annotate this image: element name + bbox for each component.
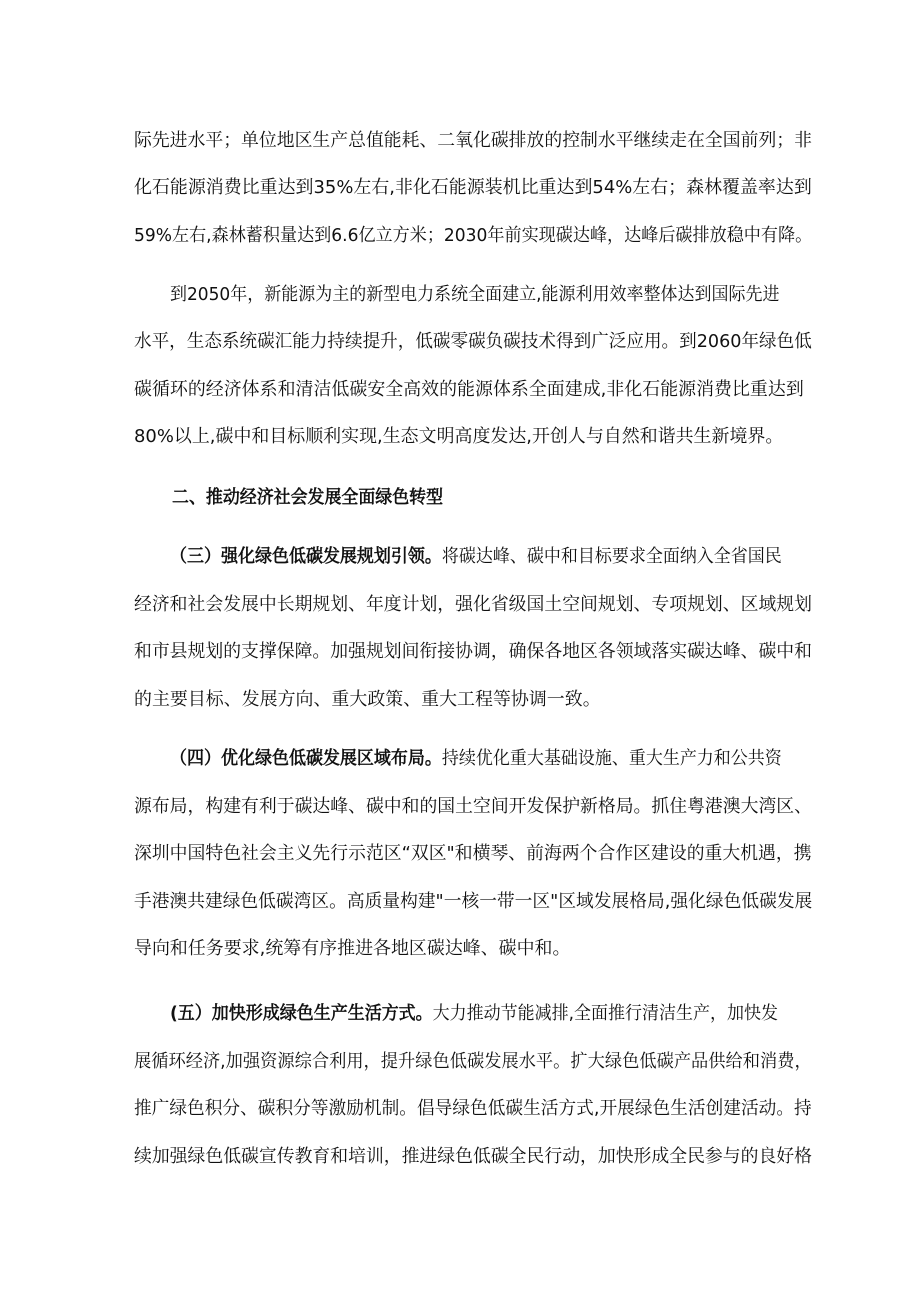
item-5-line-4: 续加强绿色低碳宣传教育和培训，推进绿色低碳全民行动，加快形成全民参与的良好格 [134, 1146, 812, 1167]
item-5-title: (五）加快形成绿色生产生活方式。 [170, 1003, 433, 1024]
item-5-line-1 [170, 1002, 812, 1026]
paragraph-1-line-3: 59%左右,森林蓄积量达到6.6亿立方米；2030年前实现碳达峰，达峰后碳排放稳中有降。 [134, 225, 813, 246]
item-3-title: （三）强化绿色低碳发展规划引领。 [170, 546, 442, 567]
item-3-line-3: 和市县规划的支撑保障。加强规划间衔接协调，确保各地区各领域落实碳达峰、碳中和 [134, 641, 812, 662]
paragraph-2-line-3: 碳循环的经济体系和清洁低碳安全高效的能源体系全面建成,非化石能源消费比重达到 [134, 379, 804, 400]
item-4-line-3: 深圳中国特色社会主义先行示范区“双区"和横琴、前海两个合作区建设的重大机遇，携 [134, 843, 812, 864]
paragraph-1-line-2: 化石能源消费比重达到35%左右,非化石能源装机比重达到54%左右；森林覆盖率达到 [134, 177, 812, 198]
item-5-first-text: 大力推动节能减排,全面推行清洁生产，加快发 [432, 1003, 778, 1024]
paragraph-2-line-1: 到2050年，新能源为主的新型电力系统全面建立,能源利用效率整体达到国际先进 [170, 284, 780, 305]
item-3-line-4: 的主要目标、发展方向、重大政策、重大工程等协调一致。 [134, 689, 601, 710]
item-3-line-1 [170, 545, 812, 569]
item-4-line-2: 源布局，构建有利于碳达峰、碳中和的国土空间开发保护新格局。抓住粤港澳大湾区、 [134, 796, 812, 817]
section-heading: 二、推动经济社会发展全面绿色转型 [172, 487, 444, 508]
item-5-line-3: 推广绿色积分、碳积分等激励机制。倡导绿色低碳生活方式,开展绿色生活创建活动。持 [134, 1098, 812, 1119]
paragraph-1-line-1: 际先进水平；单位地区生产总值能耗、二氧化碳排放的控制水平继续走在全国前列；非 [134, 130, 812, 151]
item-3-line-2: 经济和社会发展中长期规划、年度计划，强化省级国土空间规划、专项规划、区域规划 [134, 594, 812, 615]
item-5-line-2: 展循环经济,加强资源综合利用，提升绿色低碳发展水平。扩大绿色低碳产品供给和消费， [134, 1051, 812, 1072]
paragraph-2-line-4: 80%以上,碳中和目标顺利实现,生态文明高度发达,开创人与自然和谐共生新境界。 [134, 426, 784, 447]
item-4-line-4: 手港澳共建绿色低碳湾区。高质量构建"一核一带一区"区域发展格局,强化绿色低碳发展 [134, 891, 813, 912]
item-4-title: （四）优化绿色低碳发展区域布局。 [170, 748, 442, 769]
item-4-line-5: 导向和任务要求,统筹有序推进各地区碳达峰、碳中和。 [134, 938, 571, 959]
item-4-first-text: 持续优化重大基础设施、重大生产力和公共资 [441, 748, 782, 769]
item-3-first-text: 将碳达峰、碳中和目标要求全面纳入全省国民 [441, 546, 782, 567]
item-4-line-1 [170, 747, 812, 771]
paragraph-2-line-2: 水平，生态系统碳汇能力持续提升，低碳零碳负碳技术得到广泛应用。到2060年绿色低 [134, 331, 812, 352]
